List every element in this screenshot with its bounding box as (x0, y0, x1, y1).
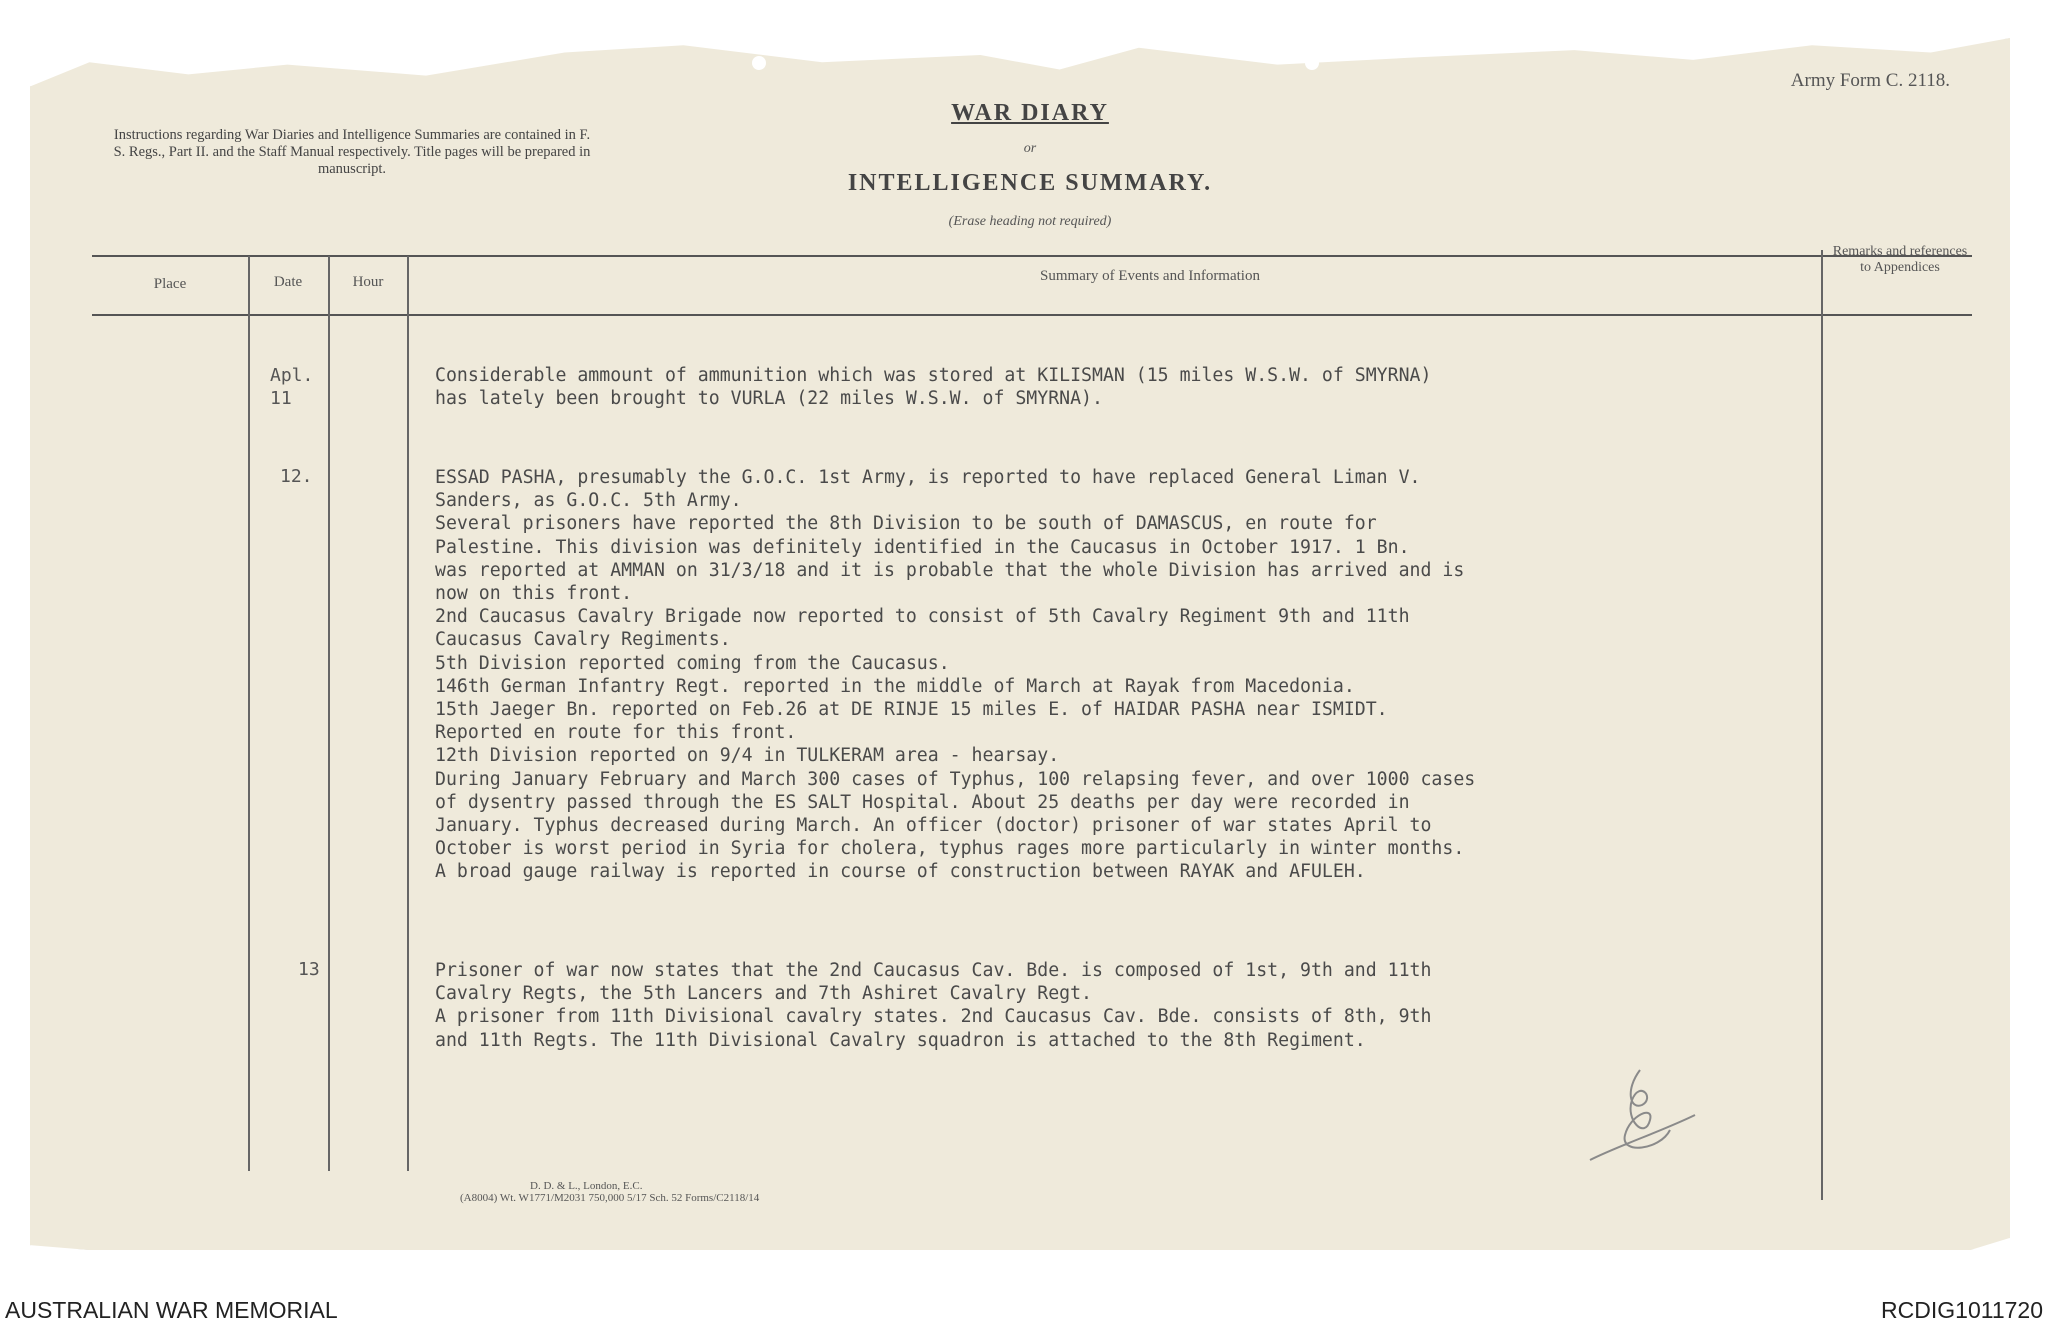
printer-imprint: D. D. & L., London, E.C. (A8004) Wt. W1771/M2031 750,000 5/17 Sch. 52 Forms/C2118/14 (460, 1180, 760, 1204)
column-header-remarks: Remarks and references to Appendices (1832, 244, 1968, 275)
column-divider (248, 256, 250, 1171)
column-divider (328, 256, 330, 1171)
diary-entry: ESSAD PASHA, presumably the G.O.C. 1st Army, is reported to have replaced General Liman V. Sanders, as G.O.C. 5th Army. Several prisoners have reported the 8th Division to be south of DAMASCUS, en route for Palestine. This division was definitely identified in the Caucasus in October 1917. 1 Bn. was reported at AMMAN on 31/3/18 and it is probable that the whole Division has arrived and is now on this front. 2nd Caucasus Cavalry Brigade now reported to consist of 5th Cavalry Regiment 9th and 11th Caucasus Cavalry Regiments. 5th Division reported coming from the Caucasus. 146th German Infantry Regt. reported in the middle of March at Rayak from Macedonia. 15th Jaeger Bn. reported on Feb.26 at DE RINJE 15 miles E. of HAIDAR PASHA near ISMIDT. Reported en route for this front. 12th Division reported on 9/4 in TULKERAM area - hearsay. During January February and March 300 cases of Typhus, 100 relapsing fever, and over 1000 cases of dysentry passed through the ES SALT Hospital. About 25 deaths per day were recorded in January. Typhus decreased during March. An officer (doctor) prisoner of war states April to October is worst period in Syria for cholera, typhus rages more particularly in winter months. A broad gauge railway is reported in course of construction between RAYAK and AFULEH. (435, 467, 1476, 883)
instructions-note: Instructions regarding War Diaries and Intelligence Summaries are contained in F. S. Regs., Part II. and the Staff Manual respectively. Title pages will be prepared in manuscript. (113, 127, 591, 177)
diary-entry: Considerable ammount of ammunition which was stored at KILISMAN (15 miles W.S.W. of SMYRNA) has lately been brought to VURLA (22 miles W.S.W. of SMYRNA). (435, 365, 1432, 410)
intelligence-summary-title: INTELLIGENCE SUMMARY. (847, 170, 1213, 196)
column-divider (1821, 250, 1823, 1200)
table-header-rule (92, 314, 1972, 316)
entry-date: Apl. 11 (270, 365, 314, 409)
punch-hole (752, 56, 766, 70)
army-form-number: Army Form C. 2118. (1790, 70, 1950, 91)
punch-hole (1305, 56, 1319, 70)
footer-record-id: RCDIG1011720 (1881, 1297, 2043, 1323)
column-header-date: Date (273, 274, 303, 290)
entry-date: 13 (298, 959, 320, 980)
entry-date: 12. (280, 466, 313, 487)
column-header-summary: Summary of Events and Information (1040, 268, 1260, 284)
footer-source: AUSTRALIAN WAR MEMORIAL (5, 1297, 338, 1323)
column-header-hour: Hour (352, 274, 384, 290)
table-top-rule (92, 255, 1972, 257)
title-or: or (1023, 141, 1037, 156)
signature-initials (1570, 1060, 1710, 1170)
war-diary-title: WAR DIARY (951, 100, 1109, 126)
column-header-place: Place (153, 276, 187, 292)
column-divider (407, 256, 409, 1171)
diary-entry: Prisoner of war now states that the 2nd Caucasus Cav. Bde. is composed of 1st, 9th and 11th Cavalry Regts, the 5th Lancers and 7th Ashiret Cavalry Regt. A prisoner from 11th Divisional cavalry states. 2nd Caucasus Cav. Bde. consists of 8th, 9th and 11th Regts. The 11th Divisional Cavalry squadron is attached to the 8th Regiment. (435, 960, 1432, 1051)
erase-heading-note: (Erase heading not required) (948, 214, 1112, 229)
